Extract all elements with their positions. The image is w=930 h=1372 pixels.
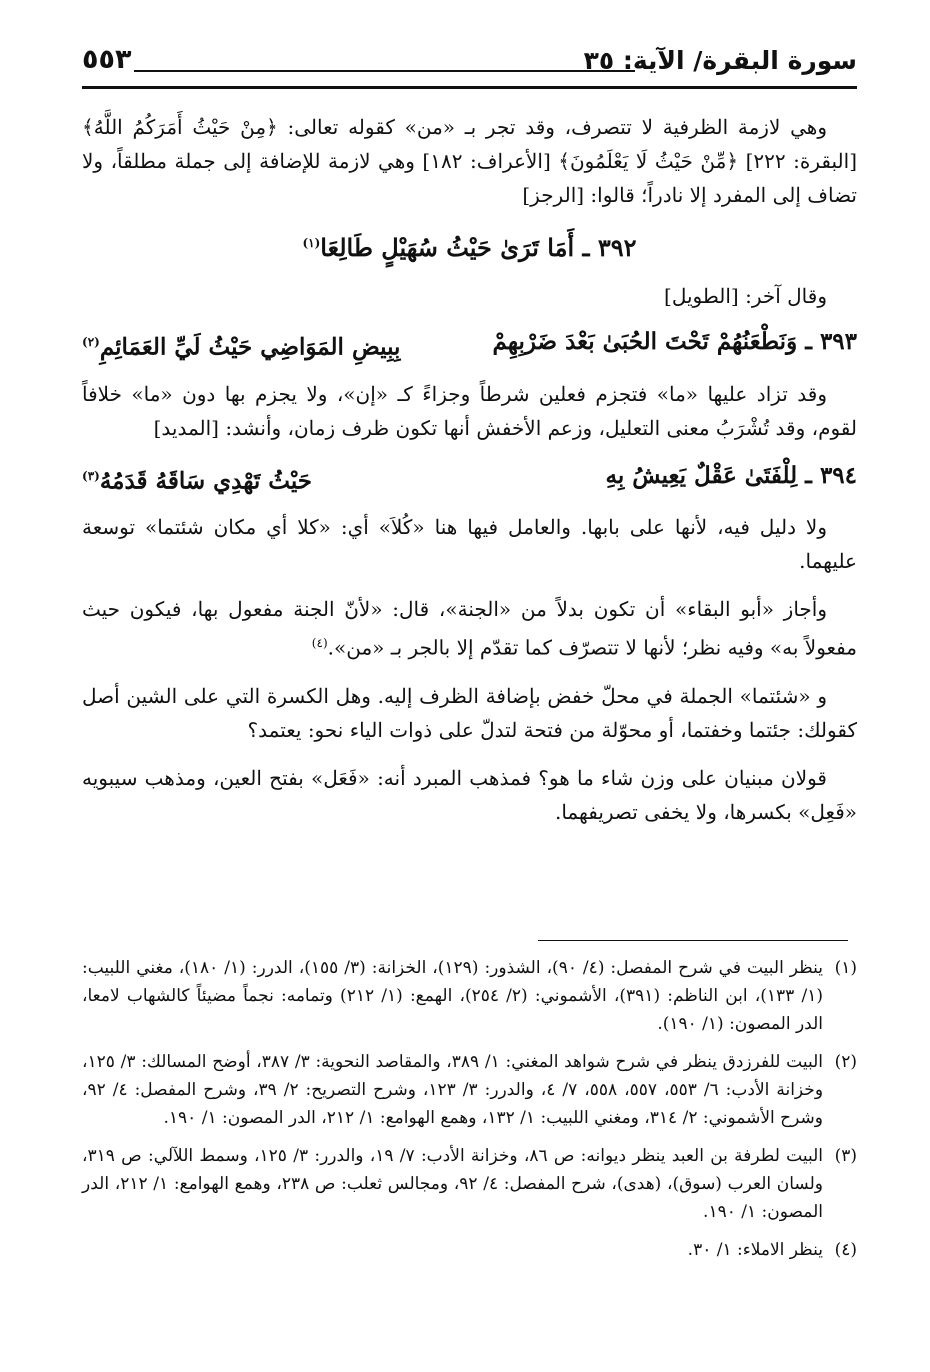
footnote-text: البيت لطرفة بن العبد ينظر ديوانه: ص ٨٦، وخزانة الأدب: ٧/ ١٩، والدرر: ٣/ ١٢٥، وسمط اللآلي: ص ٣١٩، ولسان العرب (سوق)، (هدى)، شرح المفصل: ٤/ ٩٢، ومجالس ثعلب: ص ٢٣٨، وهمع الهوامع: ١/ ٢١٢، الدر المصون: ١/ ١٩٠. <box>82 1146 823 1222</box>
footnote-number: (٤) <box>834 1240 857 1260</box>
header-rule <box>82 86 857 89</box>
meter-label: وقال آخر: [الطويل] <box>664 284 827 308</box>
verse-394-first-hemistich: ٣٩٤ ـ لِلْفَتَىٰ عَقْلٌ يَعِيشُ بِهِ <box>605 461 857 489</box>
footnote-number: (٣) <box>834 1146 857 1166</box>
paragraph-4 <box>82 592 857 665</box>
verse-393-second-text: بِبِيضِ المَوَاضِي حَيْثُ لَيِّ العَمَائِمِ <box>99 333 401 361</box>
footnote-text: البيت للفرزدق ينظر في شرح شواهد المغني: ١/ ٣٨٩، والمقاصد النحوية: ٣/ ٣٨٧، أوضح المسالك: ٣/ ١٢٥، وخزانة الأدب: ٦/ ٥٥٣، ٥٥٧، ٥٥٨، ٧/ ٤، والدرر: ٣/ ١٢٣، وشرح التصريح: ٢/ ٣٩، وشرح المفصل: ٤/ ٩٢، وشرح الأشموني: ٢/ ٣١٤، ومغني اللبيب: ١/ ١٣٢، وهمع الهوامع: ١/ ٢١٢، الدر المصون: ١/ ١٩٠. <box>82 1052 824 1128</box>
paragraph-6: قولان مبنيان على وزن شاء ما هو؟ فمذهب المبرد أنه: «فَعَل» بفتح العين، ومذهب سيبويه «فَعِل» بكسرها، ولا يخفى تصريفهما. <box>82 765 857 824</box>
paragraph-3: ولا دليل فيه، لأنها على بابها. والعامل فيها هنا «كُلاَ» أي: «كلا أي مكان شئتما» توسعة عليهما. <box>82 515 857 574</box>
verse-393 <box>82 325 857 365</box>
page-header <box>82 40 857 84</box>
footnote-ref-1: (١) <box>302 236 321 250</box>
verse-394-second-hemistich <box>82 459 312 499</box>
running-title: سورة البقرة/ الآية: ٣٥ <box>583 46 857 75</box>
footnotes <box>82 954 857 1274</box>
footnote-number: (١) <box>834 958 857 978</box>
paragraph-4-text: وأجاز «أبو البقاء» أن تكون بدلاً من «الجنة»، قال: «لأنّ الجنة مفعول بها، فيكون حيث مفعولاً به» وفيه نظر؛ لأنها لا تتصرّف كما تقدّم إلا بالجر بـ «من». <box>82 597 857 660</box>
verse-393-second-hemistich <box>82 325 400 365</box>
footnote-separator <box>538 940 848 941</box>
verse-394-second-text: حَيْثُ تَهْدِي سَاقَهُ قَدَمُهُ <box>99 467 312 495</box>
main-text <box>82 110 857 843</box>
footnote-4 <box>82 1236 857 1264</box>
verse-393-first-hemistich: ٣٩٣ ـ وَنَطْعَنُهُمْ تَحْتَ الحُبَىٰ بَعْدَ ضَرْبِهِمْ <box>492 328 857 355</box>
footnote-2 <box>82 1048 857 1132</box>
footnote-ref-2: (٢) <box>82 335 100 349</box>
paragraph-5: و «شئتما» الجملة في محلّ خفض بإضافة الظرف إليه. وهل الكسرة التي على الشين أصل كقولك: جئتما وخفتما، أو محوّلة من فتحة لتدلّ على ذوات الياء نحو: يعتمد؟ <box>82 683 857 742</box>
footnote-text: ينظر الاملاء: ١/ ٣٠. <box>687 1240 823 1260</box>
page-number: ٥٥٣ <box>82 44 132 75</box>
footnote-3 <box>82 1142 857 1226</box>
verse-394 <box>82 459 857 499</box>
footnote-text: ينظر البيت في شرح المفصل: (٤/ ٩٠)، الشذور: (١٢٩)، الخزانة: (٣/ ١٥٥)، الدرر: (١/ ١٨٠)، مغني اللبيب: (١/ ١٣٣)، ابن الناظم: (٣٩١)، الأشموني: (٢/ ٢٥٤)، الهمع: (١/ ٢١٢) وتمامه: نجماً مضيئاً كالشهاب لامعا، الدر المصون: (١/ ١٩٠). <box>82 958 823 1034</box>
header-leader-line <box>134 70 635 72</box>
footnote-ref-4: (٤) <box>311 636 328 651</box>
verse-392 <box>82 226 857 265</box>
footnote-1 <box>82 954 857 1038</box>
footnote-number: (٢) <box>834 1052 857 1072</box>
paragraph-1: وهي لازمة الظرفية لا تتصرف، وقد تجر بـ «من» كقوله تعالى: ﴿مِنْ حَيْثُ أَمَرَكُمُ اللَّهُ﴾ [البقرة: ٢٢٢] ﴿مِّنْ حَيْثُ لَا يَعْلَمُونَ﴾ [الأعراف: ١٨٢] وهي لازمة للإضافة إلى جملة مطلقاً، ولا تضاف إلى المفرد إلا نادراً؛ قالوا: [الرجز] <box>82 115 857 207</box>
paragraph-2: وقد تزاد عليها «ما» فتجزم فعلين شرطاً وجزاءً كـ «إن»، ولا يجزم بها دون «ما» خلافاً لقوم، وقد تُشْرَبُ معنى التعليل، وزعم الأخفش أنها تكون ظرف زمان، وأنشد: [المديد] <box>82 381 857 440</box>
verse-392-text: ٣٩٢ ـ أَمَا تَرَىٰ حَيْثُ سُهَيْلٍ طَالِعَا <box>320 233 637 262</box>
footnote-ref-3: (٣) <box>82 468 100 483</box>
